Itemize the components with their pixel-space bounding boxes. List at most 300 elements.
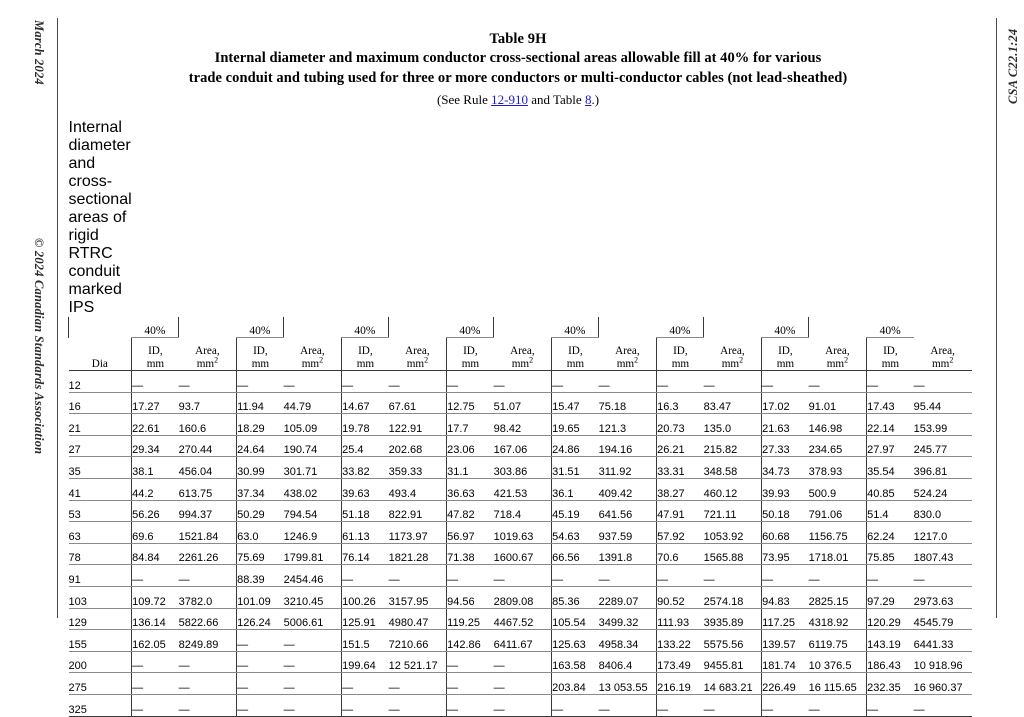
cell-id-mm: 22.61 <box>132 414 179 436</box>
cell-id-mm: 15.47 <box>552 392 599 414</box>
cell-area-mm2: 6441.33 <box>914 630 972 652</box>
group-header-line: RTRC conduit <box>68 245 121 280</box>
cell-area-mm2: — <box>494 651 552 673</box>
cell-area-mm2: — <box>914 694 972 716</box>
cell-id-mm: 101.09 <box>237 586 284 608</box>
cell-id-mm: 71.38 <box>447 543 494 565</box>
id-line2: mm <box>881 357 900 370</box>
area-line2: mm <box>196 357 215 370</box>
cell-id-mm: 27.33 <box>762 435 809 457</box>
area-line2: mm <box>616 357 635 370</box>
table-row <box>69 414 972 436</box>
percent-header-6: 40% <box>657 317 704 338</box>
cell-id-mm: 21.63 <box>762 414 809 436</box>
cell-area-mm2: 3499.32 <box>599 608 657 630</box>
cell-area-mm2: 16 960.37 <box>914 673 972 695</box>
cell-area-mm2: 2454.46 <box>284 565 342 587</box>
cell-area-mm2: — <box>389 371 447 393</box>
cell-id-mm: 97.29 <box>867 586 914 608</box>
row-trade-size: 35 <box>69 457 132 479</box>
area-line1: Area, <box>195 345 220 358</box>
table-title-block <box>68 30 968 109</box>
cell-id-mm: 50.18 <box>762 500 809 522</box>
cell-id-mm: 38.1 <box>132 457 179 479</box>
cell-area-mm2: 245.77 <box>914 435 972 457</box>
cell-area-mm2: 524.24 <box>914 478 972 500</box>
cell-id-mm: 90.52 <box>657 586 704 608</box>
spacer-id-7 <box>704 317 762 338</box>
cell-area-mm2: 1173.97 <box>389 522 447 544</box>
cell-area-mm2: 1718.01 <box>809 543 867 565</box>
row-trade-size: 27 <box>69 435 132 457</box>
cell-id-mm: 94.56 <box>447 586 494 608</box>
group-header-line: cross-sectional <box>68 173 132 208</box>
cell-id-mm: — <box>552 565 599 587</box>
table-row <box>69 478 972 500</box>
cell-id-mm: 109.72 <box>132 586 179 608</box>
id-header-1 <box>132 338 179 371</box>
cell-area-mm2: — <box>494 673 552 695</box>
cell-id-mm: 20.73 <box>657 414 704 436</box>
id-line1: ID, <box>568 345 583 358</box>
cell-area-mm2: 791.06 <box>809 500 867 522</box>
cell-id-mm: 17.43 <box>867 392 914 414</box>
cell-area-mm2: 10 376.5 <box>809 651 867 673</box>
table-row <box>69 392 972 414</box>
cell-id-mm: — <box>447 371 494 393</box>
spacer-id-8 <box>809 317 867 338</box>
cell-id-mm: 18.29 <box>237 414 284 436</box>
cell-area-mm2: 13 053.55 <box>599 673 657 695</box>
cell-area-mm2: 3782.0 <box>179 586 237 608</box>
cell-area-mm2: — <box>599 694 657 716</box>
cell-area-mm2: 9455.81 <box>704 651 762 673</box>
cell-id-mm: 40.85 <box>867 478 914 500</box>
subcolumn-header-row <box>69 338 972 371</box>
cell-area-mm2: 121.3 <box>599 414 657 436</box>
cell-area-mm2: 8406.4 <box>599 651 657 673</box>
cell-id-mm: — <box>762 371 809 393</box>
cell-id-mm: 186.43 <box>867 651 914 673</box>
margin-copyright: © 2024 Canadian Standards Association <box>32 238 46 455</box>
area-line1: Area, <box>825 345 850 358</box>
cell-id-mm: 34.73 <box>762 457 809 479</box>
cell-area-mm2: 1799.81 <box>284 543 342 565</box>
cell-id-mm: 226.49 <box>762 673 809 695</box>
cell-area-mm2: — <box>809 371 867 393</box>
note-prefix: (See Rule <box>436 92 492 107</box>
cell-id-mm: 50.29 <box>237 500 284 522</box>
area-line2: mm <box>826 357 845 370</box>
cell-id-mm: — <box>552 371 599 393</box>
cell-area-mm2: — <box>284 371 342 393</box>
cell-area-mm2: 1807.43 <box>914 543 972 565</box>
cell-area-mm2: 2825.15 <box>809 586 867 608</box>
table-row <box>69 694 972 716</box>
cell-id-mm: 100.26 <box>342 586 389 608</box>
area-line2: mm <box>511 357 530 370</box>
left-margin-rule <box>57 18 58 618</box>
cell-area-mm2: 303.86 <box>494 457 552 479</box>
cell-id-mm: — <box>762 694 809 716</box>
cell-area-mm2: 421.53 <box>494 478 552 500</box>
table-row <box>69 500 972 522</box>
cell-area-mm2: 718.4 <box>494 500 552 522</box>
id-line1: ID, <box>778 345 793 358</box>
cell-id-mm: 76.14 <box>342 543 389 565</box>
cell-area-mm2: 438.02 <box>284 478 342 500</box>
cell-id-mm: — <box>552 694 599 716</box>
cell-id-mm: 39.93 <box>762 478 809 500</box>
table-row <box>69 630 972 652</box>
row-trade-size: 200 <box>69 651 132 673</box>
cell-id-mm: 105.54 <box>552 608 599 630</box>
cell-id-mm: 23.06 <box>447 435 494 457</box>
percent-header-5: 40% <box>552 317 599 338</box>
cell-id-mm: 70.6 <box>657 543 704 565</box>
id-header-8 <box>867 338 914 371</box>
cell-area-mm2: 3210.45 <box>284 586 342 608</box>
cell-area-mm2: 994.37 <box>179 500 237 522</box>
id-header-6 <box>657 338 704 371</box>
cell-area-mm2: 93.7 <box>179 392 237 414</box>
cell-id-mm: 24.86 <box>552 435 599 457</box>
cell-area-mm2: 2574.18 <box>704 586 762 608</box>
id-line2: mm <box>146 357 165 370</box>
margin-standard-id: CSA C22.1:24 <box>1006 28 1020 104</box>
spacer-id-2 <box>179 317 237 338</box>
cell-id-mm: 143.19 <box>867 630 914 652</box>
cell-id-mm: — <box>342 673 389 695</box>
area-line2: mm <box>931 357 950 370</box>
spacer-id-4 <box>389 317 447 338</box>
cell-id-mm: 31.51 <box>552 457 599 479</box>
area-header-6 <box>704 338 762 371</box>
cell-id-mm: — <box>657 565 704 587</box>
cell-area-mm2: 4958.34 <box>599 630 657 652</box>
cell-id-mm: — <box>342 565 389 587</box>
cell-area-mm2: 6119.75 <box>809 630 867 652</box>
row-trade-size: 275 <box>69 673 132 695</box>
row-trade-size: 325 <box>69 694 132 716</box>
row-trade-size: 91 <box>69 565 132 587</box>
row-trade-size: 78 <box>69 543 132 565</box>
cell-id-mm: 31.1 <box>447 457 494 479</box>
area-line1: Area, <box>930 345 955 358</box>
cell-id-mm: — <box>447 673 494 695</box>
cell-area-mm2: 1217.0 <box>914 522 972 544</box>
cell-id-mm: 45.19 <box>552 500 599 522</box>
cell-area-mm2: — <box>914 565 972 587</box>
cell-area-mm2: 301.71 <box>284 457 342 479</box>
cell-area-mm2: 2973.63 <box>914 586 972 608</box>
area-header-2 <box>284 338 342 371</box>
dia-header: Dia <box>69 338 132 371</box>
area-sup: 2 <box>844 354 849 364</box>
cell-area-mm2: 122.91 <box>389 414 447 436</box>
cell-id-mm: 56.97 <box>447 522 494 544</box>
table-row <box>69 608 972 630</box>
cell-area-mm2: 5006.61 <box>284 608 342 630</box>
cell-area-mm2: — <box>179 371 237 393</box>
id-header-7 <box>762 338 809 371</box>
table-title-line-2: trade conduit and tubing used for three or more conductors or multi-conductor cables (not lead-sheathed) <box>188 69 848 86</box>
cell-id-mm: 22.14 <box>867 414 914 436</box>
cell-id-mm: — <box>132 673 179 695</box>
cell-area-mm2: 3157.95 <box>389 586 447 608</box>
cell-id-mm: 151.5 <box>342 630 389 652</box>
cell-area-mm2: 1019.63 <box>494 522 552 544</box>
table-row <box>69 371 972 393</box>
cell-id-mm: 75.85 <box>867 543 914 565</box>
cell-id-mm: 75.69 <box>237 543 284 565</box>
cell-area-mm2: — <box>284 673 342 695</box>
cell-area-mm2: 270.44 <box>179 435 237 457</box>
cell-area-mm2: — <box>599 565 657 587</box>
table-row <box>69 435 972 457</box>
cell-area-mm2: — <box>179 673 237 695</box>
cell-id-mm: 51.4 <box>867 500 914 522</box>
cell-id-mm: 69.6 <box>132 522 179 544</box>
cell-area-mm2: 4318.92 <box>809 608 867 630</box>
percent-header-4: 40% <box>447 317 494 338</box>
cell-id-mm: 26.21 <box>657 435 704 457</box>
cell-id-mm: 120.29 <box>867 608 914 630</box>
cell-id-mm: — <box>132 694 179 716</box>
cell-area-mm2: 830.0 <box>914 500 972 522</box>
cell-id-mm: 33.82 <box>342 457 389 479</box>
cell-area-mm2: 613.75 <box>179 478 237 500</box>
cell-area-mm2: 98.42 <box>494 414 552 436</box>
area-sup: 2 <box>634 354 639 364</box>
cell-id-mm: — <box>657 371 704 393</box>
id-line1: ID, <box>673 345 688 358</box>
cell-id-mm: 117.25 <box>762 608 809 630</box>
cell-id-mm: 54.63 <box>552 522 599 544</box>
cell-id-mm: 14.67 <box>342 392 389 414</box>
cell-id-mm: 163.58 <box>552 651 599 673</box>
right-margin-rule <box>996 18 997 618</box>
cell-id-mm: 84.84 <box>132 543 179 565</box>
cell-id-mm: 136.14 <box>132 608 179 630</box>
cell-area-mm2: — <box>179 565 237 587</box>
cell-area-mm2: 378.93 <box>809 457 867 479</box>
cell-area-mm2: 153.99 <box>914 414 972 436</box>
cell-area-mm2: 4467.52 <box>494 608 552 630</box>
table-header <box>69 119 972 371</box>
table-row <box>69 565 972 587</box>
cell-area-mm2: 95.44 <box>914 392 972 414</box>
note-middle: and Table <box>527 92 585 107</box>
percent-header-7: 40% <box>762 317 809 338</box>
cell-id-mm: — <box>342 371 389 393</box>
cell-area-mm2: 8249.89 <box>179 630 237 652</box>
cell-area-mm2: 5575.56 <box>704 630 762 652</box>
row-trade-size: 63 <box>69 522 132 544</box>
area-header-8 <box>914 338 972 371</box>
cell-area-mm2: — <box>284 694 342 716</box>
cell-area-mm2: — <box>389 694 447 716</box>
cell-id-mm: 73.95 <box>762 543 809 565</box>
row-trade-size: 16 <box>69 392 132 414</box>
cell-area-mm2: — <box>704 565 762 587</box>
cell-area-mm2: 75.18 <box>599 392 657 414</box>
cell-area-mm2: — <box>179 651 237 673</box>
group-header-line: marked IPS <box>68 281 122 316</box>
rule-12-910-link[interactable]: 12-910 <box>491 92 528 107</box>
cell-id-mm: 119.25 <box>447 608 494 630</box>
cell-id-mm: 63.0 <box>237 522 284 544</box>
cell-id-mm: 139.57 <box>762 630 809 652</box>
cell-id-mm: — <box>237 630 284 652</box>
id-line1: ID, <box>883 345 898 358</box>
cell-id-mm: — <box>237 371 284 393</box>
cell-area-mm2: 44.79 <box>284 392 342 414</box>
cell-area-mm2: — <box>914 371 972 393</box>
cell-id-mm: 44.2 <box>132 478 179 500</box>
cell-area-mm2: 2809.08 <box>494 586 552 608</box>
area-line2: mm <box>721 357 740 370</box>
cell-id-mm: — <box>132 651 179 673</box>
cell-area-mm2: — <box>704 694 762 716</box>
cell-id-mm: 37.34 <box>237 478 284 500</box>
cell-id-mm: 199.64 <box>342 651 389 673</box>
cell-id-mm: — <box>342 694 389 716</box>
area-line1: Area, <box>300 345 325 358</box>
id-line2: mm <box>776 357 795 370</box>
area-line2: mm <box>301 357 320 370</box>
table-title-line-1: Internal diameter and maximum conductor cross-sectional areas allowable fill at 40% for various <box>214 50 822 66</box>
cell-area-mm2: 16 115.65 <box>809 673 867 695</box>
cell-id-mm: 19.65 <box>552 414 599 436</box>
cell-area-mm2: 721.11 <box>704 500 762 522</box>
cell-area-mm2: 67.61 <box>389 392 447 414</box>
area-sup: 2 <box>529 354 534 364</box>
area-line1: Area, <box>615 345 640 358</box>
cell-area-mm2: 493.4 <box>389 478 447 500</box>
cell-area-mm2: 190.74 <box>284 435 342 457</box>
id-line1: ID, <box>253 345 268 358</box>
spacer-id-6 <box>599 317 657 338</box>
conduit-fill-table <box>68 119 972 717</box>
table-reference-note <box>68 90 968 109</box>
table-row <box>69 586 972 608</box>
cell-id-mm: 126.24 <box>237 608 284 630</box>
table-row <box>69 673 972 695</box>
cell-id-mm: — <box>867 694 914 716</box>
cell-area-mm2: 460.12 <box>704 478 762 500</box>
cell-area-mm2: 10 918.96 <box>914 651 972 673</box>
cell-id-mm: 61.13 <box>342 522 389 544</box>
cell-id-mm: 29.34 <box>132 435 179 457</box>
area-header-3 <box>389 338 447 371</box>
cell-area-mm2: 4545.79 <box>914 608 972 630</box>
cell-area-mm2: 1565.88 <box>704 543 762 565</box>
group-header-line: areas of rigid <box>68 209 127 244</box>
area-sup: 2 <box>739 354 744 364</box>
area-line2: mm <box>406 357 425 370</box>
cell-area-mm2: 12 521.17 <box>389 651 447 673</box>
cell-id-mm: 25.4 <box>342 435 389 457</box>
cell-id-mm: — <box>447 651 494 673</box>
cell-id-mm: 47.82 <box>447 500 494 522</box>
cell-id-mm: 133.22 <box>657 630 704 652</box>
cell-area-mm2: — <box>809 565 867 587</box>
percent-header-3: 40% <box>342 317 389 338</box>
id-line2: mm <box>461 357 480 370</box>
table-8-link[interactable]: 8 <box>584 92 592 107</box>
cell-id-mm: 125.63 <box>552 630 599 652</box>
cell-id-mm: — <box>447 694 494 716</box>
cell-area-mm2: 1521.84 <box>179 522 237 544</box>
id-line2: mm <box>251 357 270 370</box>
cell-id-mm: 30.99 <box>237 457 284 479</box>
row-trade-size: 41 <box>69 478 132 500</box>
cell-area-mm2: 7210.66 <box>389 630 447 652</box>
cell-area-mm2: 6411.67 <box>494 630 552 652</box>
cell-id-mm: 56.26 <box>132 500 179 522</box>
cell-area-mm2: — <box>179 694 237 716</box>
cell-area-mm2: 822.91 <box>389 500 447 522</box>
row-trade-size: 103 <box>69 586 132 608</box>
cell-area-mm2: 409.42 <box>599 478 657 500</box>
cell-area-mm2: — <box>494 565 552 587</box>
area-header-5 <box>599 338 657 371</box>
id-header-5 <box>552 338 599 371</box>
cell-id-mm: 47.91 <box>657 500 704 522</box>
cell-area-mm2: 359.33 <box>389 457 447 479</box>
table-number: Table 9H <box>489 31 547 47</box>
cell-area-mm2: 3935.89 <box>704 608 762 630</box>
cell-area-mm2: — <box>389 565 447 587</box>
cell-id-mm: 12.75 <box>447 392 494 414</box>
cell-id-mm: 162.05 <box>132 630 179 652</box>
cell-id-mm: 19.78 <box>342 414 389 436</box>
cell-area-mm2: — <box>494 371 552 393</box>
area-line1: Area, <box>720 345 745 358</box>
cell-id-mm: — <box>447 565 494 587</box>
cell-id-mm: 62.24 <box>867 522 914 544</box>
cell-area-mm2: 1246.9 <box>284 522 342 544</box>
cell-id-mm: 216.19 <box>657 673 704 695</box>
margin-date: March 2024 <box>32 20 46 85</box>
row-trade-size: 21 <box>69 414 132 436</box>
cell-id-mm: 17.27 <box>132 392 179 414</box>
cell-id-mm: 36.1 <box>552 478 599 500</box>
cell-area-mm2: 194.16 <box>599 435 657 457</box>
percent-header-2: 40% <box>237 317 284 338</box>
spacer-id-1 <box>69 317 132 338</box>
cell-area-mm2: 135.0 <box>704 414 762 436</box>
cell-id-mm: 125.91 <box>342 608 389 630</box>
percent-header-8: 40% <box>867 317 914 338</box>
area-header-4 <box>494 338 552 371</box>
cell-area-mm2: 234.65 <box>809 435 867 457</box>
cell-id-mm: 24.64 <box>237 435 284 457</box>
cell-id-mm: 33.31 <box>657 457 704 479</box>
group-header-line: Internal <box>68 119 122 136</box>
cell-area-mm2: — <box>494 694 552 716</box>
cell-area-mm2: 641.56 <box>599 500 657 522</box>
row-trade-size: 155 <box>69 630 132 652</box>
cell-area-mm2: 51.07 <box>494 392 552 414</box>
cell-area-mm2: 91.01 <box>809 392 867 414</box>
id-line1: ID, <box>463 345 478 358</box>
table-row <box>69 457 972 479</box>
note-suffix: .) <box>591 92 600 107</box>
id-line2: mm <box>566 357 585 370</box>
cell-id-mm: 85.36 <box>552 586 599 608</box>
